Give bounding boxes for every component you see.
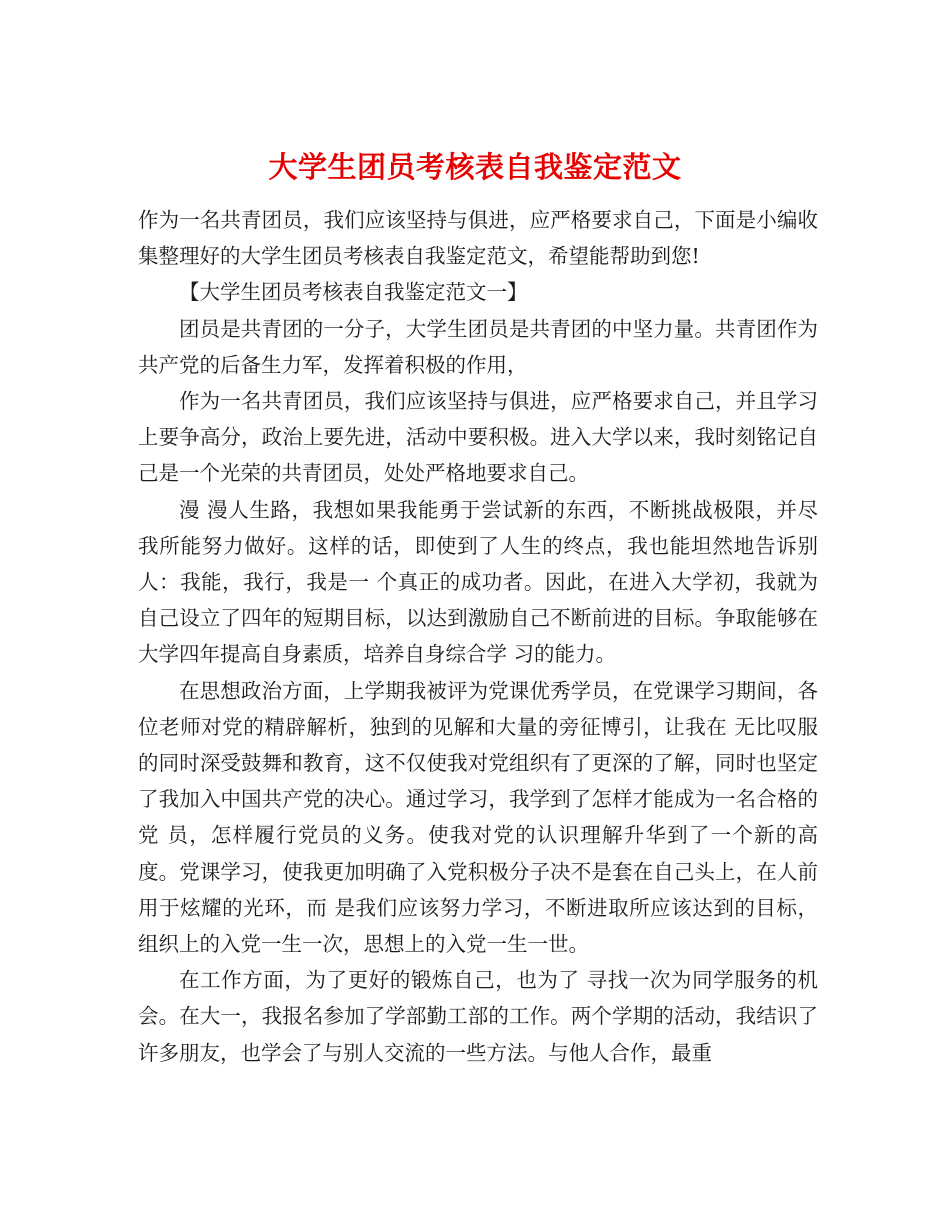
document-body [138, 202, 818, 1071]
body-paragraph: 作为一名共青团员，我们应该坚持与俱进，应严格要求自己，并且学习上要争高分，政治上要先进，活动中要积极。进入大学以来，我时刻铭记自己是一个光荣的共青团员，处处严格地要求自己。 [138, 389, 818, 486]
body-paragraph: 漫 漫人生路，我想如果我能勇于尝试新的东西，不断挑战极限，并尽我所能努力做好。这样的话，即使到了人生的终点，我也能坦然地告诉别人：我能，我行，我是一 个真正的成功者。因此，在进入大学初，我就为自己设立了四年的短期目标，以达到激励自己不断前进的目标。争取能够在大学四年提高自身素质，培养自身综合学 习的能力。 [138, 497, 818, 667]
intro-paragraph: 作为一名共青团员，我们应该坚持与俱进，应严格要求自己，下面是小编收集整理好的大学生团员考核表自我鉴定范文，希望能帮助到您! [138, 208, 818, 269]
body-paragraph: 团员是共青团的一分子，大学生团员是共青团的中坚力量。共青团作为共产党的后备生力军，发挥着积极的作用， [138, 316, 818, 377]
document-title: 大学生团员考核表自我鉴定范文 [268, 150, 682, 185]
body-paragraph: 在工作方面，为了更好的锻炼自己，也为了 寻找一次为同学服务的机会。在大一，我报名参加了学部勤工部的工作。两个学期的活动，我结识了许多朋友，也学会了与别人交流的一些方法。与他人合作，最重 [138, 968, 818, 1065]
body-paragraph: 在思想政治方面，上学期我被评为党课优秀学员，在党课学习期间，各位老师对党的精辟解析，独到的见解和大量的旁征博引，让我在 无比叹服的同时深受鼓舞和教育，这不仅使我对党组织有了更深的了解，同时也坚定了我加入中国共产党的决心。通过学习，我学到了怎样才能成为一名合格的党 员，怎样履行党员的义务。使我对党的认识理解升华到了一个新的高度。党课学习，使我更加明确了入党积极分子决不是套在自己头上，在人前用于炫耀的光环，而 是我们应该努力学习，不断进取所应该达到的目标，组织上的入党一生一次，思想上的入党一生一世。 [138, 678, 818, 957]
section-heading: 【大学生团员考核表自我鉴定范文一】 [179, 280, 528, 305]
